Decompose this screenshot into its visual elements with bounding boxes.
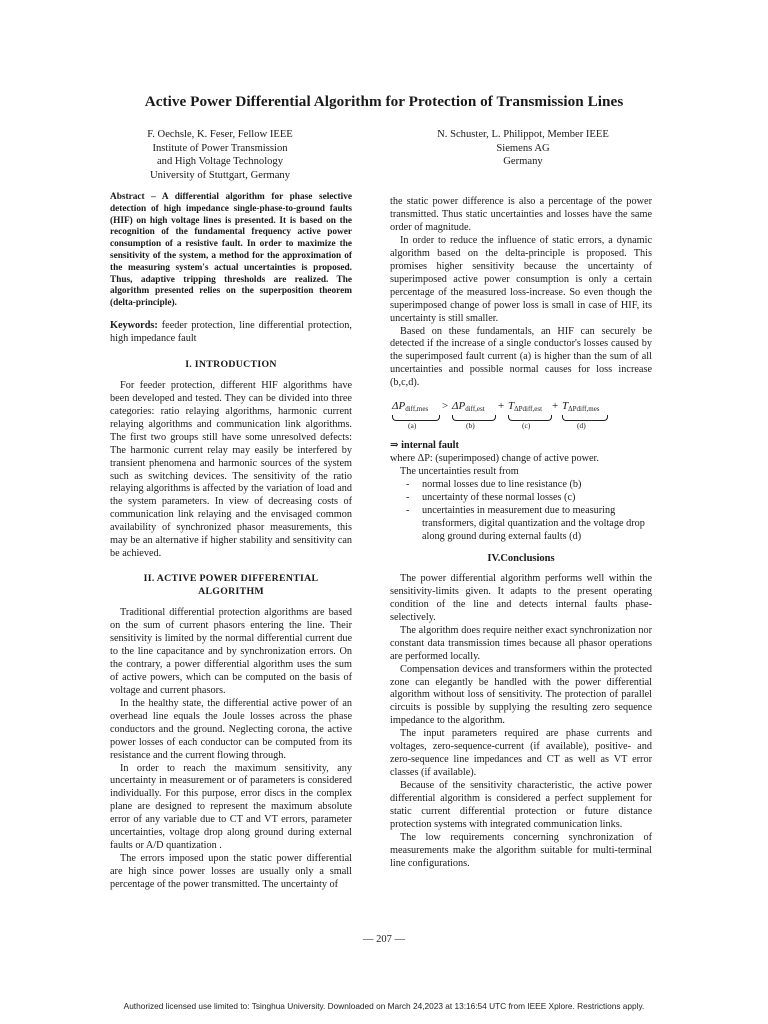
list-item: - uncertainty of these normal losses (c) (390, 492, 652, 505)
paragraph: In order to reach the maximum sensitivity, any uncertainty in measurement or of parameters is considered individually. For this purpose, error discs in the complex plane are designed to represent the maximum absolute error of any variable due to CT and VT errors, parameter uncertainties, voltage drop along ground during external faults or A/D quantization . (110, 762, 352, 852)
paragraph: Traditional differential protection algorithms are based on the sum of current phasors entering the line. Their sensitivity is limited by the normal differential current due to the line capacitance and by synchronization errors. On the contrary, a power differential algorithm uses the sum of active powers, which can be computed on the basis of voltage and current phasors. (110, 607, 352, 696)
authors-block-left (70, 128, 370, 182)
author-affiliation: Siemens AG (496, 142, 550, 154)
paragraph: The input parameters required are phase currents and voltages, zero-sequence-current (if available), positive- and zero-sequence line impedances and CT as well as VT error classes (if available). (390, 728, 652, 779)
section-heading-algorithm: II. ACTIVE POWER DIFFERENTIAL ALGORITHM (143, 573, 319, 598)
where-line: where ΔP: (superimposed) change of active power. (390, 453, 599, 465)
section-heading-conclusions: IV.Conclusions (487, 552, 555, 564)
page-number: — 207 — (363, 934, 405, 945)
section-heading-introduction: I. INTRODUCTION (185, 358, 277, 370)
equation-operator: + (552, 400, 559, 413)
equation-term-b: $\Delta P_{diff,est}$ (452, 400, 485, 414)
author-names: N. Schuster, L. Philippot, Member IEEE (437, 129, 609, 140)
keywords (110, 320, 352, 346)
uncertainties-intro: The uncertainties result from (400, 466, 519, 478)
list-item: - uncertainties in measurement due to measuring transformers, digital quantization and the voltage drop along ground during external faults (d) (390, 505, 652, 544)
paragraph: For feeder protection, different HIF algorithms have been developed and tested. They can be divided into three categories: ratio relaying algorithms, harmonic current relaying algorithms and communication link algorithms. The first two groups still have some unresolved defects: The harmonic current relay may easily be interfered by transient phenomena and harmonic sources of the system such as switching devices. The sensitivity of the ratio relaying algorithms is affected by the variation of load and the system parameters. In view of decreasing costs of communication link relaying and the envisaged common availability of synchronized phasor measurements, this may be an alternative if higher stability and sensitivity can be achieved. (110, 379, 352, 560)
equation-term-c: $T_{\Delta Pdiff,est}$ (508, 400, 543, 414)
author-affiliation: and High Voltage Technology (156, 156, 284, 168)
author-affiliation: University of Stuttgart, Germany (149, 169, 291, 181)
left-column (110, 192, 352, 892)
paragraph: Because of the sensitivity characteristic, the active power differential algorithm is considered a perfect supplement for static current differential protection or future distance protection systems with integrated communication links. (390, 780, 652, 830)
author-names: F. Oechsle, K. Feser, Fellow IEEE (147, 129, 293, 140)
equation-label-d: (d) (577, 421, 586, 431)
equation-label-c: (c) (522, 421, 531, 431)
paragraph: In the healthy state, the differential active power of an overhead line equals the Joule losses across the phase conductors and the ground. Neglecting corona, the active power losses of each conductor can be computed from its resistance and the current flowing through. (110, 697, 352, 761)
paragraph: The errors imposed upon the static power differential are high since power losses are usually only a small percentage of the power transmitted. The uncertainty of (110, 853, 352, 891)
fault-conclusion: ⇒ internal fault (390, 440, 459, 452)
equation-operator: + (498, 400, 505, 413)
authors-block-right (373, 128, 673, 169)
license-footer: Authorized licensed use limited to: Tsinghua University. Downloaded on March 24,2023 at 13:16:54 UTC from IEEE Xplore. Restrictions apply. (123, 1001, 645, 1011)
equation-term-d: $T_{\Delta Pdiff,mes}$ (562, 400, 600, 414)
list-item: - normal losses due to line resistance (b) (390, 479, 652, 492)
paper-title: Active Power Differential Algorithm for Protection of Transmission Lines (144, 93, 624, 110)
equation-label-a: (a) (408, 421, 417, 431)
keywords-label: Keywords: (110, 319, 158, 331)
paragraph: Compensation devices and transformers within the protected zone can elegantly be handled with the power differential algorithm without loss of sensitivity. The protection of parallel circuits is possible by supplying the resulting zero sequence impedance to the algorithm. (390, 663, 652, 727)
equation-operator: > (442, 400, 449, 413)
uncertainties-list (390, 479, 652, 544)
paragraph: The algorithm does require neither exact synchronization nor constant data transmission times because all phasor operations are performed locally. (390, 624, 652, 662)
right-column (390, 196, 652, 871)
paragraph: Based on these fundamentals, an HIF can securely be detected if the increase of a single conductor's losses caused by the superimposed fault current (a) is higher than the sum of all uncertainties and possible normal causes for loss increase (b,c,d). (390, 325, 652, 389)
author-affiliation: Germany (503, 156, 543, 168)
equation-label-b: (b) (466, 421, 475, 431)
paragraph: The low requirements concerning synchronization of measurements make the algorithm suitable for multi-terminal line configurations. (390, 831, 652, 869)
equation (390, 400, 652, 432)
paragraph: In order to reduce the influence of static errors, a dynamic algorithm based on the delta-principle is proposed. This promises higher sensitivity because the uncertainty of superimposed active power consumption is only a certain percentage of the measured loss-increase. So even though the superimposed change of power loss is small in case of HIF, its uncertainty is still smaller. (390, 234, 652, 324)
keywords-text: feeder protection, line differential protection, high impedance fault (110, 319, 352, 344)
equation-term-a: $\Delta P_{diff,mes}$ (392, 400, 429, 414)
abstract: Abstract – A differential algorithm for phase selective detection of high impedance single-phase-to-ground faults (HIF) on high voltage lines is presented. It is based on the recognition of the fundamental frequency active power consumption of a resistive fault. In order to maximize the sensitivity of the system, a method for the approximation of the measuring system's actual uncertainties is proposed. Thus, adaptive tripping thresholds are realized. The algorithm presented relies on the superposition theorem (delta-principle). (110, 192, 352, 309)
author-affiliation: Institute of Power Transmission (152, 142, 288, 154)
paragraph: The power differential algorithm performs well within the sensitivity-limits given. It adapts to the present operating condition of the line and detects internal faults phase-selectively. (390, 572, 652, 623)
paragraph: the static power difference is also a percentage of the power transmitted. Thus static uncertainties and losses have the same order of magnitude. (390, 196, 652, 233)
